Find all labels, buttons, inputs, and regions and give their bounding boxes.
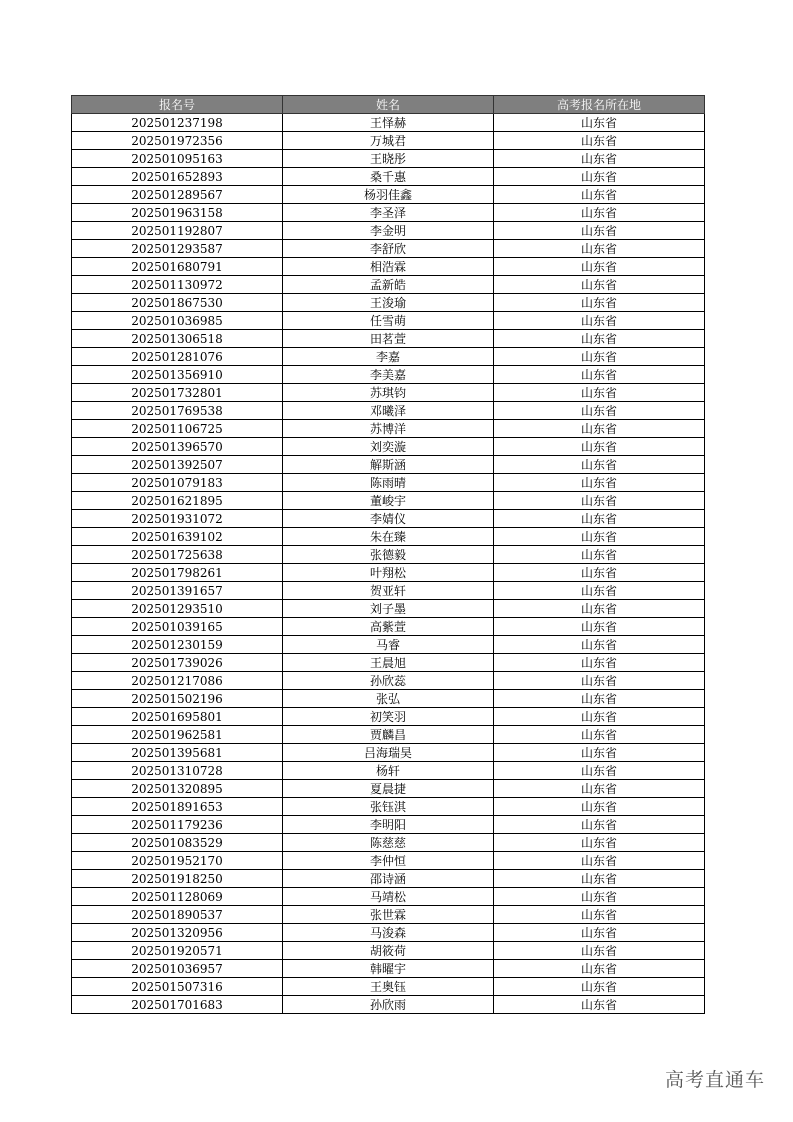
- location-cell: 山东省: [494, 510, 705, 528]
- registration-number-cell: 202501217086: [72, 672, 283, 690]
- table-row: [72, 924, 705, 942]
- location-cell: 山东省: [494, 600, 705, 618]
- location-cell: 山东省: [494, 726, 705, 744]
- name-cell: 陈雨晴: [283, 474, 494, 492]
- location-cell: 山东省: [494, 150, 705, 168]
- location-cell: 山东省: [494, 744, 705, 762]
- name-cell: 韩曜宇: [283, 960, 494, 978]
- registration-number-cell: 202501310728: [72, 762, 283, 780]
- registration-number-cell: 202501621895: [72, 492, 283, 510]
- registration-number-cell: 202501039165: [72, 618, 283, 636]
- location-cell: 山东省: [494, 438, 705, 456]
- name-cell: 李婧仪: [283, 510, 494, 528]
- header-name: 姓名: [283, 96, 494, 114]
- applicant-table: [71, 95, 705, 1014]
- registration-number-cell: 202501130972: [72, 276, 283, 294]
- registration-number-cell: 202501680791: [72, 258, 283, 276]
- table-row: [72, 150, 705, 168]
- table-row: [72, 672, 705, 690]
- table-row: [72, 780, 705, 798]
- name-cell: 解斯涵: [283, 456, 494, 474]
- registration-number-cell: 202501281076: [72, 348, 283, 366]
- table-row: [72, 186, 705, 204]
- name-cell: 朱在臻: [283, 528, 494, 546]
- location-cell: 山东省: [494, 654, 705, 672]
- location-cell: 山东省: [494, 258, 705, 276]
- table-row: [72, 888, 705, 906]
- table-body: [72, 114, 705, 1014]
- header-registration-location: 高考报名所在地: [494, 96, 705, 114]
- table-row: [72, 798, 705, 816]
- location-cell: 山东省: [494, 690, 705, 708]
- registration-number-cell: 202501867530: [72, 294, 283, 312]
- table-row: [72, 564, 705, 582]
- name-cell: 苏琪钧: [283, 384, 494, 402]
- registration-number-cell: 202501095163: [72, 150, 283, 168]
- location-cell: 山东省: [494, 366, 705, 384]
- location-cell: 山东省: [494, 132, 705, 150]
- name-cell: 刘子墨: [283, 600, 494, 618]
- registration-number-cell: 202501036985: [72, 312, 283, 330]
- registration-number-cell: 202501293510: [72, 600, 283, 618]
- location-cell: 山东省: [494, 204, 705, 222]
- name-cell: 马睿: [283, 636, 494, 654]
- registration-number-cell: 202501507316: [72, 978, 283, 996]
- table-row: [72, 168, 705, 186]
- location-cell: 山东省: [494, 798, 705, 816]
- location-cell: 山东省: [494, 402, 705, 420]
- location-cell: 山东省: [494, 942, 705, 960]
- registration-number-cell: 202501079183: [72, 474, 283, 492]
- location-cell: 山东省: [494, 168, 705, 186]
- location-cell: 山东省: [494, 492, 705, 510]
- location-cell: 山东省: [494, 996, 705, 1014]
- table-row: [72, 600, 705, 618]
- table-row: [72, 258, 705, 276]
- registration-number-cell: 202501639102: [72, 528, 283, 546]
- name-cell: 邵诗涵: [283, 870, 494, 888]
- registration-number-cell: 202501701683: [72, 996, 283, 1014]
- table-row: [72, 492, 705, 510]
- registration-number-cell: 202501391657: [72, 582, 283, 600]
- registration-number-cell: 202501392507: [72, 456, 283, 474]
- name-cell: 相浩霖: [283, 258, 494, 276]
- registration-number-cell: 202501962581: [72, 726, 283, 744]
- registration-number-cell: 202501230159: [72, 636, 283, 654]
- location-cell: 山东省: [494, 618, 705, 636]
- name-cell: 王怿赫: [283, 114, 494, 132]
- table-row: [72, 582, 705, 600]
- location-cell: 山东省: [494, 636, 705, 654]
- registration-number-cell: 202501798261: [72, 564, 283, 582]
- table-row: [72, 870, 705, 888]
- table-row: [72, 456, 705, 474]
- name-cell: 初笑羽: [283, 708, 494, 726]
- name-cell: 张钰淇: [283, 798, 494, 816]
- table-row: [72, 474, 705, 492]
- location-cell: 山东省: [494, 708, 705, 726]
- location-cell: 山东省: [494, 978, 705, 996]
- name-cell: 贺亚轩: [283, 582, 494, 600]
- table-row: [72, 510, 705, 528]
- location-cell: 山东省: [494, 312, 705, 330]
- location-cell: 山东省: [494, 834, 705, 852]
- name-cell: 田茗萱: [283, 330, 494, 348]
- table-row: [72, 366, 705, 384]
- table-row: [72, 942, 705, 960]
- table-row: [72, 996, 705, 1014]
- location-cell: 山东省: [494, 348, 705, 366]
- name-cell: 万城君: [283, 132, 494, 150]
- location-cell: 山东省: [494, 762, 705, 780]
- name-cell: 王奥钰: [283, 978, 494, 996]
- registration-number-cell: 202501356910: [72, 366, 283, 384]
- location-cell: 山东省: [494, 780, 705, 798]
- name-cell: 孙欣蕊: [283, 672, 494, 690]
- table-row: [72, 276, 705, 294]
- location-cell: 山东省: [494, 546, 705, 564]
- registration-number-cell: 202501502196: [72, 690, 283, 708]
- location-cell: 山东省: [494, 888, 705, 906]
- name-cell: 李仲恒: [283, 852, 494, 870]
- registration-number-cell: 202501192807: [72, 222, 283, 240]
- table-row: [72, 960, 705, 978]
- name-cell: 李嘉: [283, 348, 494, 366]
- location-cell: 山东省: [494, 960, 705, 978]
- location-cell: 山东省: [494, 330, 705, 348]
- name-cell: 杨羽佳鑫: [283, 186, 494, 204]
- table-row: [72, 132, 705, 150]
- registration-number-cell: 202501952170: [72, 852, 283, 870]
- table-row: [72, 402, 705, 420]
- location-cell: 山东省: [494, 564, 705, 582]
- table-row: [72, 114, 705, 132]
- registration-number-cell: 202501237198: [72, 114, 283, 132]
- name-cell: 邓曦泽: [283, 402, 494, 420]
- table-row: [72, 348, 705, 366]
- registration-number-cell: 202501972356: [72, 132, 283, 150]
- table-row: [72, 852, 705, 870]
- location-cell: 山东省: [494, 420, 705, 438]
- registration-number-cell: 202501083529: [72, 834, 283, 852]
- table-row: [72, 978, 705, 996]
- location-cell: 山东省: [494, 186, 705, 204]
- registration-number-cell: 202501725638: [72, 546, 283, 564]
- location-cell: 山东省: [494, 870, 705, 888]
- table-row: [72, 708, 705, 726]
- location-cell: 山东省: [494, 672, 705, 690]
- table-row: [72, 906, 705, 924]
- name-cell: 张弘: [283, 690, 494, 708]
- table-row: [72, 834, 705, 852]
- registration-number-cell: 202501918250: [72, 870, 283, 888]
- name-cell: 孙欣雨: [283, 996, 494, 1014]
- location-cell: 山东省: [494, 456, 705, 474]
- table-row: [72, 636, 705, 654]
- registration-number-cell: 202501396570: [72, 438, 283, 456]
- location-cell: 山东省: [494, 852, 705, 870]
- name-cell: 吕海瑞昊: [283, 744, 494, 762]
- location-cell: 山东省: [494, 582, 705, 600]
- name-cell: 贾麟昌: [283, 726, 494, 744]
- table-row: [72, 222, 705, 240]
- registration-number-cell: 202501963158: [72, 204, 283, 222]
- registration-number-cell: 202501769538: [72, 402, 283, 420]
- watermark-text: 高考直通车: [664, 1069, 765, 1091]
- table-row: [72, 312, 705, 330]
- location-cell: 山东省: [494, 906, 705, 924]
- name-cell: 王晨旭: [283, 654, 494, 672]
- name-cell: 高紫萱: [283, 618, 494, 636]
- registration-number-cell: 202501695801: [72, 708, 283, 726]
- name-cell: 李圣泽: [283, 204, 494, 222]
- location-cell: 山东省: [494, 528, 705, 546]
- name-cell: 叶翔松: [283, 564, 494, 582]
- name-cell: 任雪萌: [283, 312, 494, 330]
- registration-number-cell: 202501179236: [72, 816, 283, 834]
- name-cell: 李美嘉: [283, 366, 494, 384]
- name-cell: 张德毅: [283, 546, 494, 564]
- name-cell: 董峻宇: [283, 492, 494, 510]
- table-row: [72, 816, 705, 834]
- name-cell: 杨轩: [283, 762, 494, 780]
- name-cell: 孟新皓: [283, 276, 494, 294]
- name-cell: 李舒欣: [283, 240, 494, 258]
- table-row: [72, 294, 705, 312]
- registration-number-cell: 202501320895: [72, 780, 283, 798]
- location-cell: 山东省: [494, 114, 705, 132]
- registration-number-cell: 202501739026: [72, 654, 283, 672]
- table-row: [72, 204, 705, 222]
- name-cell: 夏晨捷: [283, 780, 494, 798]
- table-row: [72, 546, 705, 564]
- table-row: [72, 384, 705, 402]
- name-cell: 马浚森: [283, 924, 494, 942]
- name-cell: 刘奕漩: [283, 438, 494, 456]
- name-cell: 王浚瑜: [283, 294, 494, 312]
- location-cell: 山东省: [494, 924, 705, 942]
- name-cell: 李明阳: [283, 816, 494, 834]
- name-cell: 苏博洋: [283, 420, 494, 438]
- table-row: [72, 330, 705, 348]
- registration-number-cell: 202501128069: [72, 888, 283, 906]
- name-cell: 桑千惠: [283, 168, 494, 186]
- table-row: [72, 618, 705, 636]
- table-row: [72, 240, 705, 258]
- location-cell: 山东省: [494, 222, 705, 240]
- table-row: [72, 528, 705, 546]
- name-cell: 胡筱荷: [283, 942, 494, 960]
- table-row: [72, 420, 705, 438]
- location-cell: 山东省: [494, 474, 705, 492]
- registration-number-cell: 202501106725: [72, 420, 283, 438]
- location-cell: 山东省: [494, 384, 705, 402]
- table-row: [72, 654, 705, 672]
- registration-number-cell: 202501891653: [72, 798, 283, 816]
- name-cell: 王晓彤: [283, 150, 494, 168]
- table-row: [72, 438, 705, 456]
- name-cell: 李金明: [283, 222, 494, 240]
- registration-number-cell: 202501293587: [72, 240, 283, 258]
- name-cell: 陈慈慈: [283, 834, 494, 852]
- registration-number-cell: 202501289567: [72, 186, 283, 204]
- name-cell: 马靖松: [283, 888, 494, 906]
- registration-number-cell: 202501931072: [72, 510, 283, 528]
- name-cell: 张世霖: [283, 906, 494, 924]
- registration-number-cell: 202501732801: [72, 384, 283, 402]
- registration-number-cell: 202501395681: [72, 744, 283, 762]
- table-row: [72, 762, 705, 780]
- location-cell: 山东省: [494, 240, 705, 258]
- location-cell: 山东省: [494, 294, 705, 312]
- header-registration-number: 报名号: [72, 96, 283, 114]
- registration-number-cell: 202501920571: [72, 942, 283, 960]
- table-row: [72, 744, 705, 762]
- registration-number-cell: 202501036957: [72, 960, 283, 978]
- table-row: [72, 690, 705, 708]
- registration-number-cell: 202501652893: [72, 168, 283, 186]
- location-cell: 山东省: [494, 816, 705, 834]
- registration-number-cell: 202501306518: [72, 330, 283, 348]
- table-header-row: [72, 96, 705, 114]
- registration-number-cell: 202501890537: [72, 906, 283, 924]
- table-row: [72, 726, 705, 744]
- registration-number-cell: 202501320956: [72, 924, 283, 942]
- location-cell: 山东省: [494, 276, 705, 294]
